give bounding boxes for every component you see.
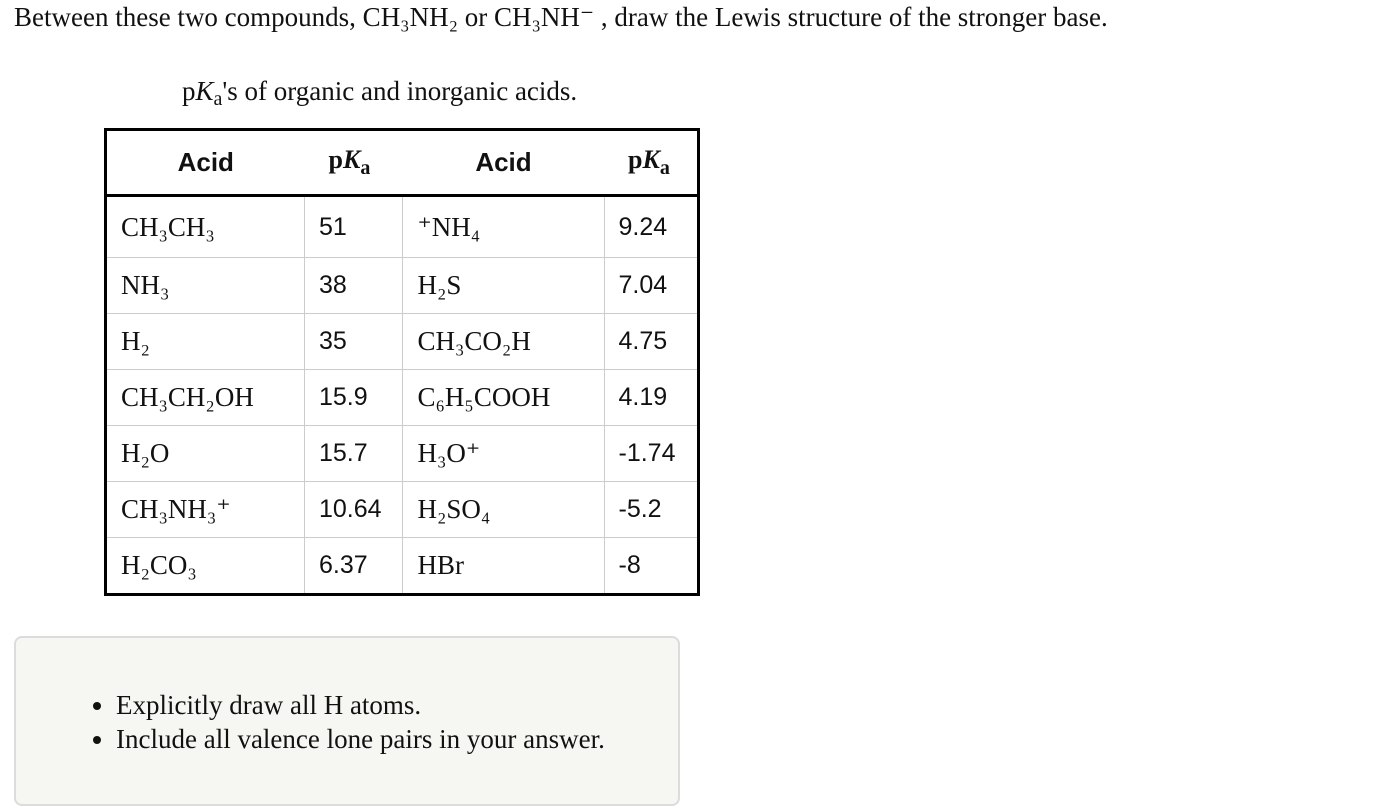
acid-cell: CH₃CH₂OH — [106, 370, 305, 426]
answer-box[interactable] — [14, 636, 680, 806]
table-row — [106, 196, 699, 258]
acid-cell: CH₃CH₃ — [106, 196, 305, 258]
header-pka-right-k: K — [642, 145, 660, 174]
pka-cell: 15.7 — [305, 426, 403, 482]
caption-rest: 's of organic and inorganic acids. — [222, 76, 578, 106]
pka-cell: -5.2 — [604, 482, 699, 538]
acid-cell: H₂S — [403, 258, 604, 314]
instruction-item: • Explicitly draw all H atoms. — [116, 688, 678, 722]
table-row — [106, 482, 699, 538]
pka-cell: 10.64 — [305, 482, 403, 538]
acid-cell: ⁺NH₄ — [403, 196, 604, 258]
header-acid-right: Acid — [403, 130, 604, 196]
table-row — [106, 314, 699, 370]
pka-cell: 51 — [305, 196, 403, 258]
acid-cell: CH₃NH₃⁺ — [106, 482, 305, 538]
caption-sub: a — [213, 88, 223, 110]
pka-cell: 9.24 — [604, 196, 699, 258]
header-pka-left — [305, 130, 403, 196]
pka-cell: 15.9 — [305, 370, 403, 426]
pka-cell: 4.19 — [604, 370, 699, 426]
table-row — [106, 538, 699, 595]
acid-cell: HBr — [403, 538, 604, 595]
acid-cell: CH₃CO₂H — [403, 314, 604, 370]
pka-cell: 38 — [305, 258, 403, 314]
table-caption — [182, 76, 577, 111]
instruction-list — [16, 688, 678, 756]
pka-cell: 7.04 — [604, 258, 699, 314]
pka-cell: -1.74 — [604, 426, 699, 482]
caption-k: K — [195, 76, 214, 106]
header-pka-left-sub: a — [360, 157, 371, 179]
header-pka-right-sub: a — [659, 157, 670, 179]
acid-cell: NH₃ — [106, 258, 305, 314]
acid-cell: H₂SO₄ — [403, 482, 604, 538]
table-header-row — [106, 130, 699, 196]
table-row — [106, 426, 699, 482]
pka-cell: 35 — [305, 314, 403, 370]
instruction-item: • Include all valence lone pairs in your answer. — [116, 722, 678, 756]
pka-table — [104, 128, 700, 596]
header-pka-left-k: K — [342, 145, 361, 174]
question-text: Between these two compounds, CH₃NH₂ or CH₃NH⁻ , draw the Lewis structure of the stronger base. — [14, 2, 1108, 32]
pka-cell: 4.75 — [604, 314, 699, 370]
table-row — [106, 370, 699, 426]
pka-cell: -8 — [604, 538, 699, 595]
acid-cell: H₂ — [106, 314, 305, 370]
acid-cell: H₂O — [106, 426, 305, 482]
acid-cell: H₂CO₃ — [106, 538, 305, 595]
header-pka-right-p: p — [628, 145, 643, 174]
header-pka-left-p: p — [328, 145, 343, 174]
table-row — [106, 258, 699, 314]
pka-cell: 6.37 — [305, 538, 403, 595]
acid-cell: C₆H₅COOH — [403, 370, 604, 426]
header-pka-right — [604, 130, 699, 196]
header-acid-left: Acid — [106, 130, 305, 196]
acid-cell: H₃O⁺ — [403, 426, 604, 482]
caption-p: p — [182, 76, 196, 106]
